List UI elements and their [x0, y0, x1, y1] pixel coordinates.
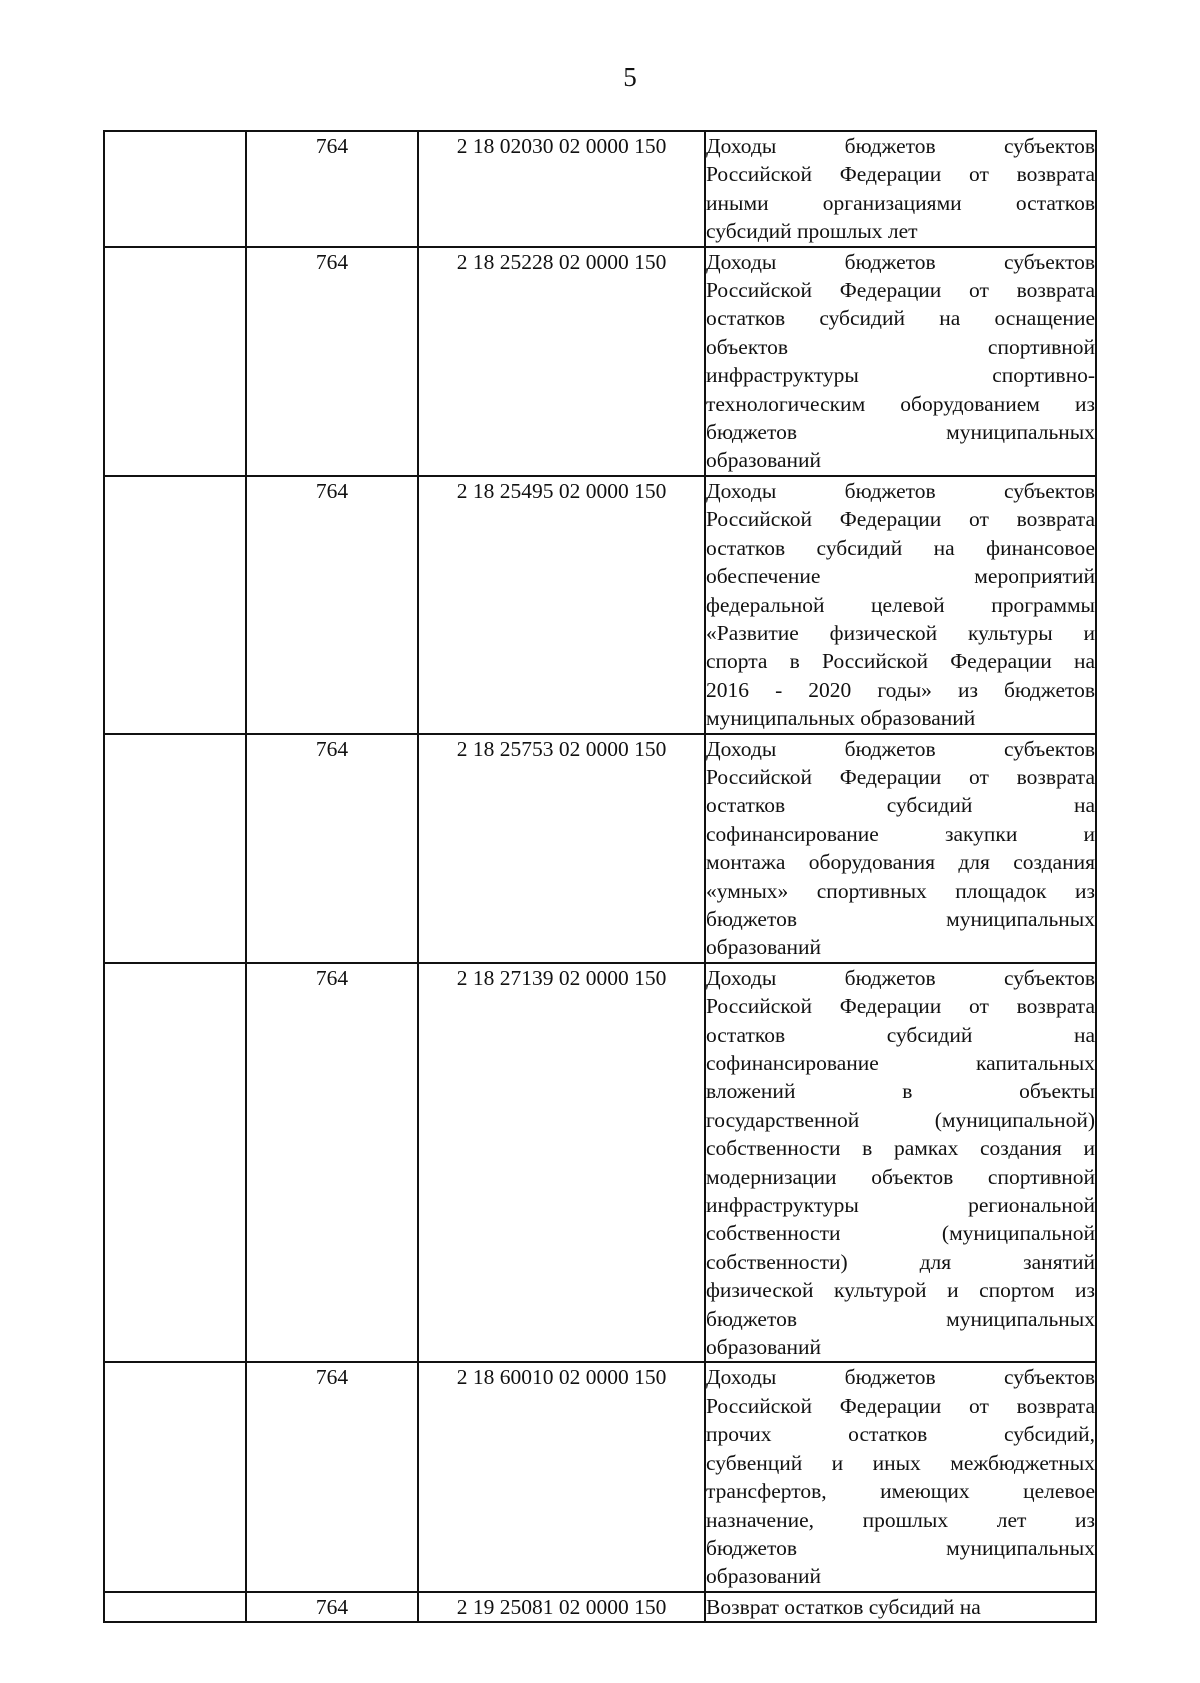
description-line: назначение, прошлых лет из: [706, 1507, 1095, 1532]
description-line: модернизации объектов спортивной: [706, 1164, 1095, 1189]
empty-cell: [104, 1362, 246, 1591]
description-line: объектов спортивной: [706, 334, 1095, 359]
table-row: [104, 476, 1096, 734]
kbk-code-cell: 2 18 25495 02 0000 150: [418, 476, 705, 734]
description-line: софинансирование закупки и: [706, 821, 1095, 846]
description-line: собственности в рамках создания и: [706, 1136, 1095, 1161]
empty-cell: [104, 734, 246, 963]
description-cell: [705, 1362, 1096, 1591]
description-line: «Развитие физической культуры и: [706, 620, 1095, 645]
empty-cell: [104, 1592, 246, 1622]
description-line: Доходы бюджетов субъектов: [706, 478, 1095, 503]
description-line: прочих остатков субсидий,: [706, 1422, 1095, 1447]
description-line: софинансирование капитальных: [706, 1051, 1095, 1075]
description-line: технологическим оборудованием из: [706, 391, 1095, 416]
page-number: 5: [623, 62, 637, 92]
description-line: Доходы бюджетов субъектов: [706, 965, 1095, 990]
description-line: физической культурой и спортом из: [706, 1278, 1095, 1303]
admin-code-cell: 764: [246, 247, 418, 476]
description-line: бюджетов муниципальных: [706, 906, 1095, 931]
admin-code-cell: 764: [246, 131, 418, 247]
description-line: спорта в Российской Федерации на: [706, 649, 1095, 674]
description-line: субвенций и иных межбюджетных: [706, 1450, 1095, 1475]
admin-code-cell: 764: [246, 1362, 418, 1591]
budget-classification-table: [103, 130, 1097, 1623]
description-line: обеспечение мероприятий: [706, 564, 1095, 589]
empty-cell: [104, 476, 246, 734]
description-line: Доходы бюджетов субъектов: [706, 249, 1095, 274]
description-line: иными организациями остатков: [706, 190, 1095, 215]
description-line: собственности) для занятий: [706, 1249, 1095, 1274]
empty-cell: [104, 963, 246, 1363]
empty-cell: [104, 247, 246, 476]
description-line: остатков субсидий на: [706, 793, 1095, 818]
description-line: Российской Федерации от возврата: [706, 162, 1095, 187]
description-line: Российской Федерации от возврата: [706, 1393, 1095, 1418]
kbk-code-cell: 2 18 02030 02 0000 150: [418, 131, 705, 247]
description-line: Российской Федерации от возврата: [706, 994, 1095, 1019]
description-cell: [705, 476, 1096, 734]
table-body: [104, 131, 1096, 1622]
description-cell: [705, 247, 1096, 476]
table-row: [104, 247, 1096, 476]
description-line: инфраструктуры спортивно-: [706, 363, 1095, 388]
description-line: Доходы бюджетов субъектов: [706, 736, 1095, 761]
description-line: муниципальных образований: [706, 706, 976, 731]
description-line: бюджетов муниципальных: [706, 420, 1095, 445]
description-line: монтажа оборудования для создания: [706, 850, 1095, 875]
description-line: государственной (муниципальной): [706, 1107, 1095, 1132]
admin-code-cell: 764: [246, 734, 418, 963]
description-line: субсидий прошлых лет: [706, 219, 918, 244]
description-line: Российской Федерации от возврата: [706, 278, 1095, 303]
description-line: остатков субсидий на финансовое: [706, 535, 1095, 560]
kbk-code-cell: 2 19 25081 02 0000 150: [418, 1592, 705, 1622]
admin-code-cell: 764: [246, 963, 418, 1363]
admin-code-cell: 764: [246, 476, 418, 734]
description-line: бюджетов муниципальных: [706, 1535, 1095, 1560]
description-cell: [705, 131, 1096, 247]
admin-code-cell: 764: [246, 1592, 418, 1622]
kbk-code-cell: 2 18 60010 02 0000 150: [418, 1362, 705, 1591]
table-row: [104, 1362, 1096, 1591]
description-line: остатков субсидий на оснащение: [706, 306, 1095, 331]
description-line: Российской Федерации от возврата: [706, 764, 1095, 789]
description-line: Возврат остатков субсидий на: [706, 1594, 981, 1619]
description-line: остатков субсидий на: [706, 1022, 1095, 1047]
description-line: образований: [706, 1564, 822, 1589]
description-cell: [705, 734, 1096, 963]
description-line: Доходы бюджетов субъектов: [706, 1365, 1095, 1390]
kbk-code-cell: 2 18 25228 02 0000 150: [418, 247, 705, 476]
description-line: Российской Федерации от возврата: [706, 507, 1095, 532]
description-line: трансфертов, имеющих целевое: [706, 1479, 1095, 1504]
description-line: инфраструктуры региональной: [706, 1193, 1095, 1218]
description-cell: [705, 1592, 1096, 1622]
description-line: «умных» спортивных площадок из: [706, 878, 1095, 903]
description-line: бюджетов муниципальных: [706, 1306, 1095, 1331]
table-row: [104, 1592, 1096, 1622]
description-line: вложений в объекты: [706, 1079, 1095, 1104]
table-row: [104, 963, 1096, 1363]
description-line: федеральной целевой программы: [706, 592, 1095, 617]
table-row: [104, 131, 1096, 247]
description-line: 2016 - 2020 годы» из бюджетов: [706, 677, 1095, 702]
description-line: образований: [706, 1335, 822, 1360]
empty-cell: [104, 131, 246, 247]
description-line: собственности (муниципальной: [706, 1221, 1095, 1246]
description-line: образований: [706, 448, 822, 473]
description-cell: [705, 963, 1096, 1363]
kbk-code-cell: 2 18 27139 02 0000 150: [418, 963, 705, 1363]
description-line: образований: [706, 935, 822, 960]
table-row: [104, 734, 1096, 963]
kbk-code-cell: 2 18 25753 02 0000 150: [418, 734, 705, 963]
description-line: Доходы бюджетов субъектов: [706, 134, 1095, 158]
